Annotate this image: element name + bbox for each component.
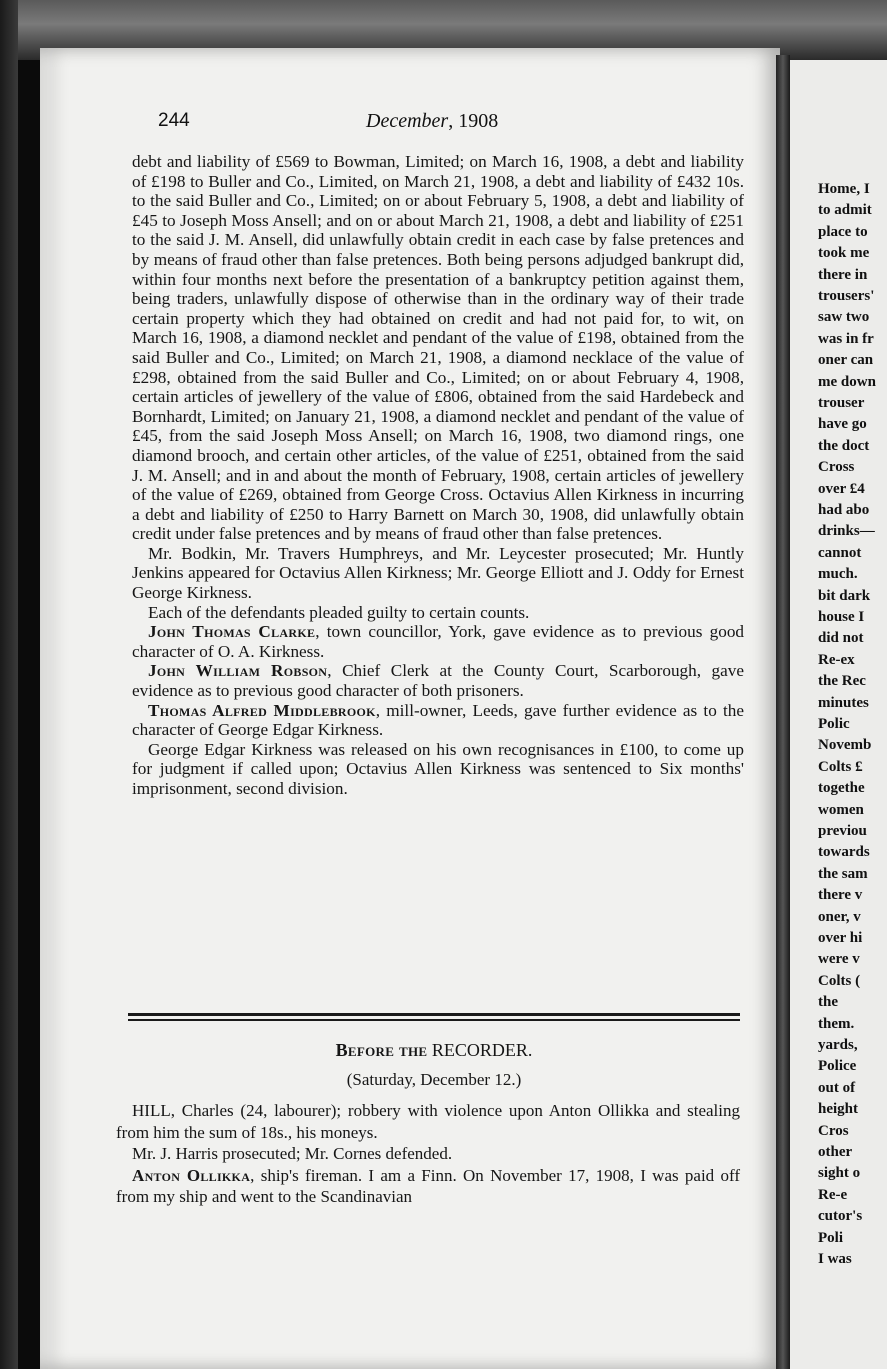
facing-page-line: Novemb — [818, 737, 872, 754]
facing-page-line: oner, v — [818, 908, 861, 925]
scan-left-edge — [0, 0, 18, 1369]
facing-page-line: were v — [818, 951, 860, 968]
page-number: 244 — [158, 110, 190, 131]
facing-page-line: the Rec — [818, 673, 866, 690]
facing-page-line: Re-e — [818, 1186, 848, 1203]
facing-page-line: was in fr — [818, 330, 874, 347]
running-head — [366, 110, 498, 133]
facing-page-line: drinks— — [818, 523, 875, 540]
witness-text: , town councillor, York, gave evidence as to previous good character of O. A. Kirkness. — [132, 622, 745, 661]
facing-page-line: bit dark — [818, 587, 871, 604]
facing-page-line: to admit — [818, 202, 872, 219]
section-heading-main: RECORDER. — [431, 1040, 533, 1060]
facing-page-fragment — [790, 60, 887, 1369]
running-head-month: December — [366, 110, 449, 132]
facing-page-line: trousers' — [818, 288, 875, 304]
facing-page-line: oner can — [818, 352, 874, 369]
facing-page-line: had abo — [818, 502, 870, 518]
facing-page-line: minutes — [818, 694, 869, 711]
section-date: (Saturday, December 12.) — [346, 1070, 522, 1089]
facing-page-line: Poli — [818, 1229, 843, 1246]
facing-page-line: togethe — [818, 780, 865, 797]
facing-page-line: the doct — [818, 437, 870, 454]
paragraph-witness-robson — [132, 661, 744, 700]
facing-page-line: trouser — [818, 395, 865, 411]
facing-page-line: yards, — [818, 1037, 858, 1053]
facing-page-line: previou — [818, 823, 867, 839]
paragraph-sentence: George Edgar Kirkness was released on his own recognisances in £100, to come up for judgment if called upon; Octavius Allen Kirkness was sentenced to Six months' imprisonment, second division. — [132, 739, 744, 798]
witness-name: Anton Ollikka — [132, 1165, 251, 1185]
facing-page-line: cannot — [818, 544, 862, 561]
facing-page-line: over hi — [818, 930, 863, 946]
facing-page-line: sight o — [818, 1165, 861, 1182]
section-heading — [128, 1040, 740, 1061]
facing-page-line: have go — [818, 416, 867, 433]
section-heading-prefix: Before the — [335, 1040, 428, 1060]
paragraph-counsel: Mr. Bodkin, Mr. Travers Humphreys, and Mr. Leycester prosecuted; Mr. Huntly Jenkins appeared for Octavius Allen Kirkness; Mr. George Elliott and J. Oddy for Ernest George Kirkness. — [132, 543, 744, 603]
facing-page-line: Cross — [818, 459, 855, 476]
facing-page-line: did not — [818, 630, 864, 647]
witness-name: Thomas Alfred Middlebrook — [148, 700, 376, 720]
witness-name: John William Robson — [148, 661, 328, 681]
facing-page-line: Re-ex — [818, 651, 855, 668]
facing-page-line: Colts ( — [818, 972, 861, 989]
paragraph-witness-clarke — [132, 622, 744, 661]
witness-name: John Thomas Clarke — [148, 622, 316, 642]
facing-page-line: me down — [818, 373, 876, 390]
facing-page-line: over £4 — [818, 480, 865, 497]
section-rule-thin — [128, 1019, 740, 1021]
facing-page-line: took me — [818, 245, 870, 262]
case-text — [116, 1100, 740, 1208]
facing-page-line: I was — [818, 1251, 852, 1267]
facing-page-line: there in — [818, 266, 868, 283]
facing-page-line: much. — [818, 566, 858, 583]
facing-page-line: height — [818, 1101, 859, 1118]
paragraph-testimony — [116, 1165, 740, 1208]
facing-page-line: them. — [818, 1015, 855, 1032]
section-rule-thick — [128, 1013, 740, 1016]
paragraph-counsel-hill: Mr. J. Harris prosecuted; Mr. Cornes defended. — [132, 1144, 453, 1163]
facing-page-line: the sam — [818, 865, 868, 882]
facing-page-line: there v — [818, 887, 863, 904]
facing-page-line: towards — [818, 844, 870, 861]
facing-page-line: Cros — [818, 1122, 849, 1139]
witness-text: , mill-owner, Leeds, gave further evidence as to the character of George Edgar Kirkness. — [132, 700, 745, 740]
facing-page-line: cutor's — [818, 1208, 863, 1225]
facing-page-line: Home, I — [818, 181, 870, 197]
paragraph-witness-middlebrook — [132, 701, 744, 740]
paragraph-plea: Each of the defendants pleaded guilty to certain counts. — [148, 602, 530, 622]
facing-page-line: place to — [818, 223, 868, 240]
facing-page-line: women — [818, 801, 864, 818]
witness-text: , Chief Clerk at the County Court, Scarborough, gave evidence as to previous good character of both prisoners. — [132, 661, 744, 701]
facing-page-line: out of — [818, 1079, 856, 1096]
facing-page-line: the — [818, 994, 838, 1011]
witness-text: , ship's fireman. I am a Finn. On November 17, 1908, I was paid off from my ship and went to the Scandinavian — [116, 1165, 740, 1206]
book-gutter — [776, 55, 790, 1369]
paragraph-indictment: debt and liability of £569 to Bowman, Limited; on March 16, 1908, a debt and liability of £198 to Buller and Co., Limited, on March 21, 1908, a debt and liability of £432 10s. to the said Buller and Co., Limited; on or about February 5, 1908, a debt and liability of £45 to Joseph Moss Ansell; and on or about March 21, 1908, a debt and liability of £251 to the said J. M. Ansell, did unlawfully obtain credit in each case by false pretences and by means of fraud other than false pretences. Both being persons adjudged bankrupt did, within four months next before the presentation of a bankruptcy petition against them, being traders, unlawfully dispose of otherwise than in the ordinary way of their trade certain property which they had obtained on credit and had not paid for, to wit, on March 16, 1908, a diamond necklet and pendant of the value of £198, obtained from the said Buller and Co., Limited; on March 21, 1908, a diamond necklace of the value of £298, obtained from the said Buller and Co., Limited; on or about February 4, 1908, certain articles of jewellery of the value of £806, obtained from the said Hardebeck and Bornhardt, Limited; on January 21, 1908, a diamond necklet and pendant of the value of £45, from the said Joseph Moss Ansell; on March 16, 1908, two diamond rings, one diamond brooch, and certain other articles, of the value of £251, obtained from the said J. M. Ansell; and in and about the month of February, 1908, certain articles of jewellery of the value of £269, obtained from George Cross. Octavius Allen Kirkness in incurring a debt and liability of £250 to Harry Barnett on March 30, 1908, did unlawfully obtain credit under false pretences and by means of fraud other than false pretences. — [132, 152, 744, 544]
facing-page-line: saw two — [818, 309, 870, 326]
facing-page-line: other — [818, 1144, 853, 1160]
running-head-year: , 1908 — [448, 110, 499, 132]
page-header — [116, 110, 740, 134]
facing-page-line: house I — [818, 609, 865, 625]
main-text — [132, 152, 744, 799]
facing-page-line: Polic — [818, 716, 850, 732]
paragraph-charge: HILL, Charles (24, labourer); robbery with violence upon Anton Ollikka and stealing from him the sum of 18s., his moneys. — [116, 1101, 740, 1142]
facing-page-line: Colts £ — [818, 758, 863, 775]
facing-page-line: Police — [818, 1058, 857, 1075]
